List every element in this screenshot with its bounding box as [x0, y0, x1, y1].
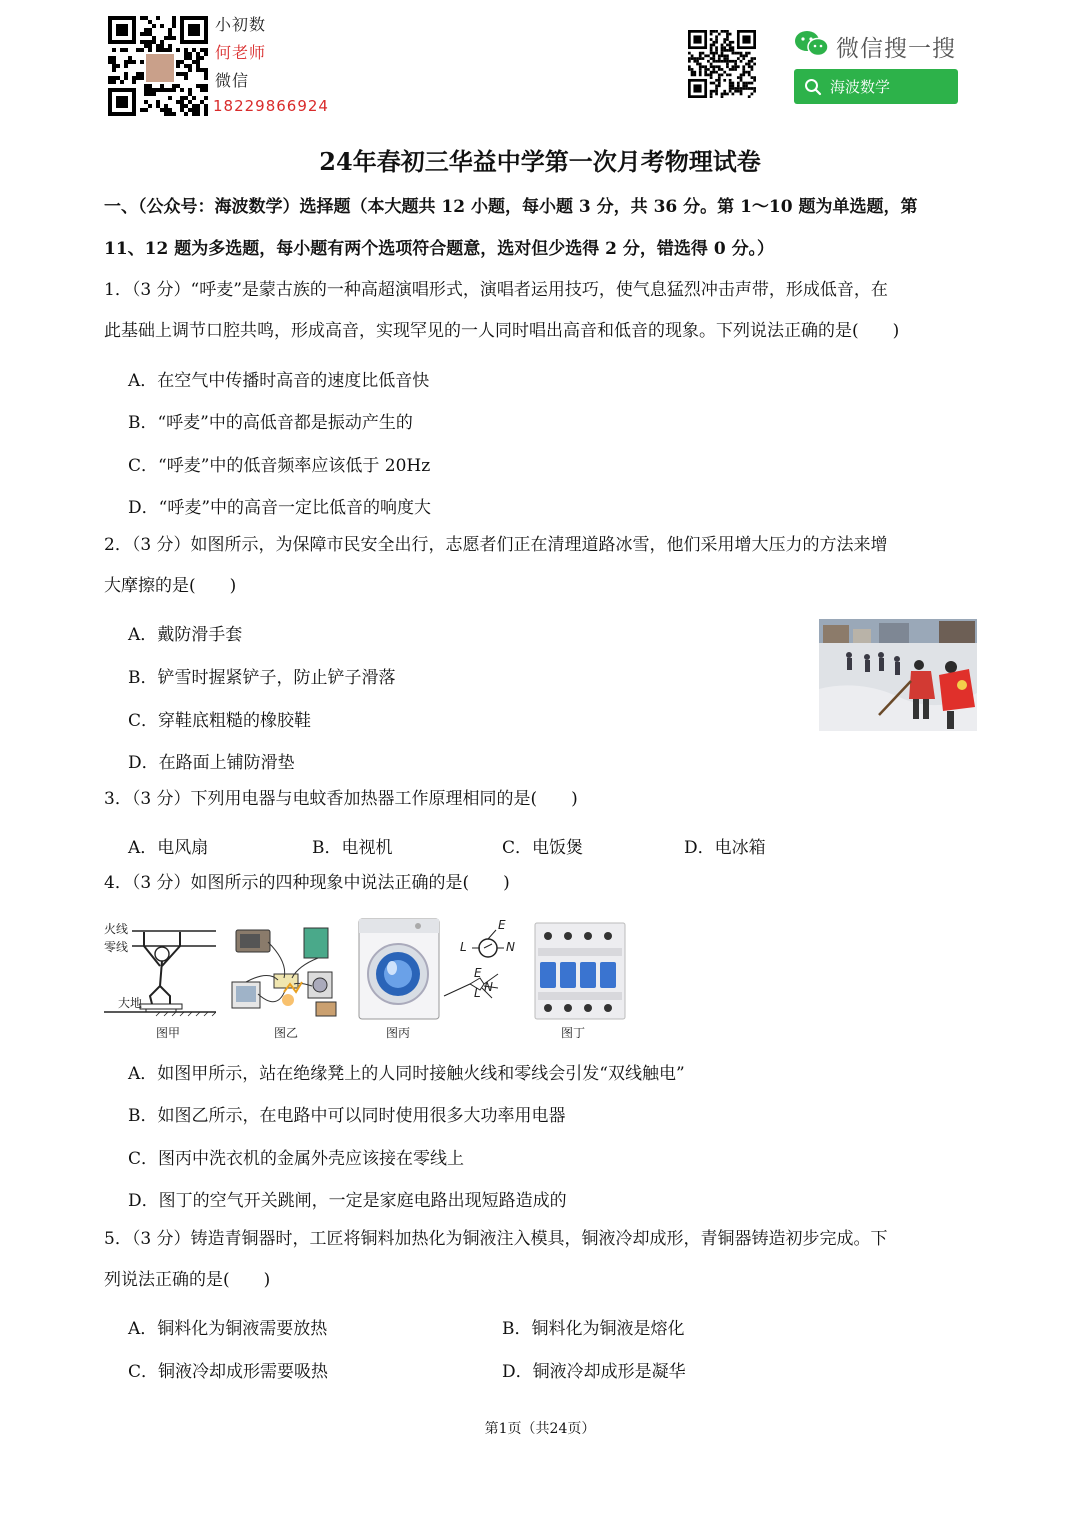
q2-stem-line-2: 大摩擦的是( ) [104, 576, 237, 596]
q3-option-c: C．电饭煲 [502, 838, 584, 858]
q5-option-d: D．铜液冷却成形是凝华 [502, 1362, 686, 1382]
q4-figure-ding [534, 922, 626, 1020]
q4-figure-yi [228, 922, 346, 1022]
teacher-qr-code [108, 16, 208, 116]
q4-caption-yi: 图乙 [274, 1026, 299, 1040]
q4-option-b: B．如图乙所示，在电路中可以同时使用很多大功率用电器 [128, 1106, 566, 1126]
socket-label-l1: L [460, 940, 467, 954]
q5-option-a: A．铜料化为铜液需要放热 [128, 1319, 328, 1339]
q1-stem-line-1: 1．（3 分）“呼麦”是蒙古族的一种高超演唱形式，演唱者运用技巧，使气息猛烈冲击声带，形成低音，在 [104, 280, 888, 300]
q4-option-d: D．图丁的空气开关跳闸，一定是家庭电路出现短路造成的 [128, 1191, 567, 1211]
socket-label-n1: N [506, 940, 515, 954]
q2-snow-clearing-photo [819, 619, 977, 731]
q2-option-a: A．戴防滑手套 [128, 625, 243, 645]
neutral-wire-label: 零线 [104, 940, 129, 954]
fire-wire-label: 火线 [104, 922, 129, 936]
q4-caption-jia: 图甲 [156, 1026, 181, 1040]
q5-option-c: C．铜液冷却成形需要吸热 [128, 1362, 329, 1382]
q2-option-d: D．在路面上铺防滑垫 [128, 753, 295, 773]
q3-option-d: D．电冰箱 [684, 838, 766, 858]
q4-caption-ding: 图丁 [561, 1026, 586, 1040]
wechat-icon [794, 29, 830, 59]
q5-stem-line-2: 列说法正确的是( ) [104, 1270, 271, 1290]
q4-option-a: A．如图甲所示，站在绝缘凳上的人同时接触火线和零线会引发“双线触电” [128, 1064, 685, 1084]
socket-label-e2: E [474, 966, 482, 980]
handwritten-label-3: 微信 [215, 71, 250, 90]
socket-label-l2: L [474, 986, 481, 1000]
handwritten-label-2: 何老师 [215, 43, 267, 62]
page-footer: 第1页（共24页） [484, 1421, 596, 1437]
handwritten-phone: 18229866924 [213, 97, 329, 115]
gzh-qr-code [688, 30, 756, 98]
handwritten-label-1: 小初数 [215, 15, 267, 34]
q5-stem-line-1: 5．（3 分）铸造青铜器时，工匠将铜料加热化为铜液注入模具，铜液冷却成形，青铜器铸造初步完成。下 [104, 1229, 888, 1249]
q3-stem: 3．（3 分）下列用电器与电蚊香加热器工作原理相同的是( ) [104, 789, 578, 809]
section-heading-line-2: 11、12 题为多选题，每小题有两个选项符合题意，选对但少选得 2 分，错选得 0 分。） [104, 239, 775, 259]
earth-label: 大地 [118, 996, 143, 1010]
q4-figure-jia [104, 916, 216, 1022]
q3-option-a: A．电风扇 [128, 838, 209, 858]
q4-option-c: C．图丙中洗衣机的金属外壳应该接在零线上 [128, 1149, 465, 1169]
page-title: 24年春初三华益中学第一次月考物理试卷 [319, 147, 761, 176]
q1-option-d: D．“呼麦”中的高音一定比低音的响度大 [128, 498, 432, 518]
q3-option-b: B．电视机 [312, 838, 393, 858]
q1-stem-line-2: 此基础上调节口腔共鸣，形成高音，实现罕见的一人同时唱出高音和低音的现象。下列说法正确的是( ) [104, 321, 900, 341]
q2-stem-line-1: 2．（3 分）如图所示，为保障市民安全出行，志愿者们正在清理道路冰雪，他们采用增大压力的方法来增 [104, 535, 888, 555]
wechat-search-logo: 微信搜一搜 [836, 35, 956, 61]
section-heading-line-1: 一、（公众号：海波数学）选择题（本大题共 12 小题，每小题 3 分，共 36 分。第 1～10 题为单选题，第 [104, 197, 918, 217]
q4-figure-bing [358, 918, 440, 1020]
socket-label-n2: N [484, 980, 493, 994]
q4-caption-bing: 图丙 [386, 1026, 411, 1040]
q1-option-a: A．在空气中传播时高音的速度比低音快 [128, 371, 430, 391]
wechat-search-button[interactable] [794, 69, 958, 104]
q1-option-c: C．“呼麦”中的低音频率应该低于 20Hz [128, 456, 431, 476]
q4-stem: 4．（3 分）如图所示的四种现象中说法正确的是( ) [104, 873, 510, 893]
q2-option-b: B．铲雪时握紧铲子，防止铲子滑落 [128, 668, 396, 688]
search-icon [804, 78, 822, 96]
q5-option-b: B．铜料化为铜液是熔化 [502, 1319, 685, 1339]
q2-option-c: C．穿鞋底粗糙的橡胶鞋 [128, 711, 312, 731]
q4-socket-diagram [440, 918, 526, 1008]
socket-label-e1: E [498, 918, 506, 932]
wechat-search-term: 海波数学 [830, 79, 891, 96]
q1-option-b: B．“呼麦”中的高低音都是振动产生的 [128, 413, 413, 433]
qr-avatar [144, 52, 176, 84]
